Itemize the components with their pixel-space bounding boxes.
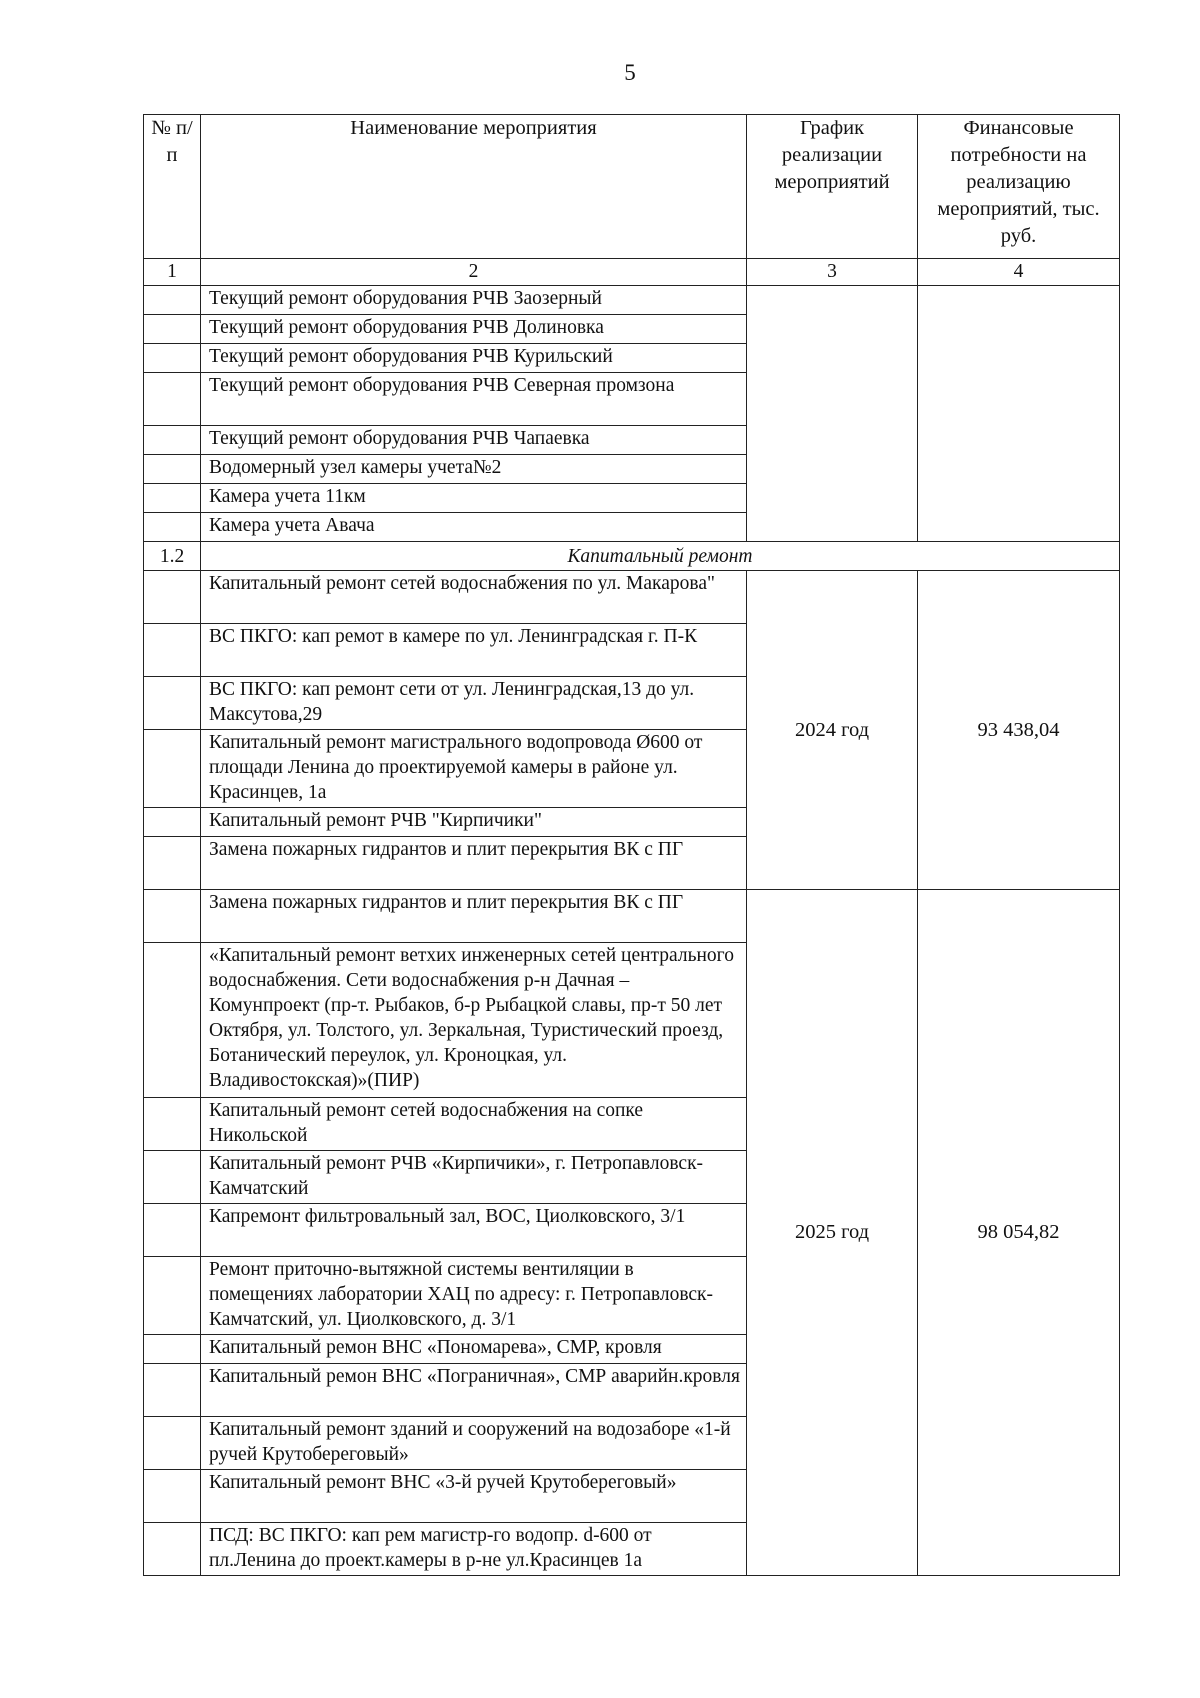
row-num-cell [144, 1204, 201, 1257]
section-row [144, 542, 1120, 571]
measure-name: Капитальный ремонт РЧВ «Кирпичики», г. Петропавловск-Камчатский [201, 1151, 747, 1204]
finance-cell: 98 054,82 [918, 890, 1120, 1576]
measure-name: «Капитальный ремонт ветхих инженерных сетей центрального водоснабжения. Сети водоснабжения р-н Дачная – Комунпроект (пр-т. Рыбаков, б-р Рыбацкой славы, пр-т 50 лет Октября, ул. Толстого, ул. Зеркальная, Туристический проезд, Ботанический переулок, ул. Кроноцкая, ул. Владивостокская)»(ПИР) [201, 943, 747, 1098]
row-num-cell [144, 1417, 201, 1470]
row-num-cell [144, 1335, 201, 1364]
row-num-cell [144, 1098, 201, 1151]
measure-name: Камера учета 11км [201, 484, 747, 513]
measure-name: Камера учета Авача [201, 513, 747, 542]
finance-cell: 93 438,04 [918, 571, 1120, 890]
row-num-cell [144, 571, 201, 624]
measure-name: Капитальный ремон ВНС «Пономарева», СМР, кровля [201, 1335, 747, 1364]
table-row [144, 890, 1120, 943]
header-finance: Финансовые потребности на реализацию мероприятий, тыс. руб. [918, 115, 1120, 259]
column-number-4: 4 [918, 259, 1120, 286]
row-num-cell [144, 1364, 201, 1417]
measure-name: Замена пожарных гидрантов и плит перекрытия ВК с ПГ [201, 837, 747, 890]
row-num-cell [144, 1151, 201, 1204]
table-row [144, 571, 1120, 624]
measure-name: Замена пожарных гидрантов и плит перекрытия ВК с ПГ [201, 890, 747, 943]
measure-name: Капитальный ремонт РЧВ "Кирпичики" [201, 808, 747, 837]
row-num-cell [144, 677, 201, 730]
measure-name: Текущий ремонт оборудования РЧВ Заозерный [201, 286, 747, 315]
schedule-cell [747, 286, 918, 542]
row-num-cell [144, 455, 201, 484]
section-title: Капитальный ремонт [201, 542, 1120, 571]
column-number-2: 2 [201, 259, 747, 286]
finance-cell [918, 286, 1120, 542]
header-num: № п/п [144, 115, 201, 259]
row-num-cell [144, 837, 201, 890]
row-num-cell [144, 344, 201, 373]
row-num-cell [144, 1523, 201, 1576]
row-num-cell [144, 513, 201, 542]
row-num-cell [144, 624, 201, 677]
header-name: Наименование мероприятия [201, 115, 747, 259]
section-num: 1.2 [144, 542, 201, 571]
measure-name: ВС ПКГО: кап ремот в камере по ул. Ленинградская г. П-К [201, 624, 747, 677]
column-number-1: 1 [144, 259, 201, 286]
measures-table [143, 114, 1120, 1576]
measure-name: ПСД: ВС ПКГО: кап рем магистр-го водопр. d-600 от пл.Ленина до проект.камеры в р-не ул.Красинцев 1а [201, 1523, 747, 1576]
measure-name: Капитальный ремонт ВНС «3-й ручей Крутобереговый» [201, 1470, 747, 1523]
measure-name: Текущий ремонт оборудования РЧВ Чапаевка [201, 426, 747, 455]
measure-name: Текущий ремонт оборудования РЧВ Долиновка [201, 315, 747, 344]
measure-name: Текущий ремонт оборудования РЧВ Курильский [201, 344, 747, 373]
measure-name: Ремонт приточно-вытяжной системы вентиляции в помещениях лаборатории ХАЦ по адресу: г. Петропавловск-Камчатский, ул. Циолковского, д. 3/1 [201, 1257, 747, 1335]
row-num-cell [144, 890, 201, 943]
measure-name: Капитальный ремонт сетей водоснабжения по ул. Макарова" [201, 571, 747, 624]
row-num-cell [144, 484, 201, 513]
row-num-cell [144, 943, 201, 1098]
row-num-cell [144, 1470, 201, 1523]
row-num-cell [144, 315, 201, 344]
measure-name: Текущий ремонт оборудования РЧВ Северная промзона [201, 373, 747, 426]
row-num-cell [144, 373, 201, 426]
row-num-cell [144, 730, 201, 808]
schedule-cell: 2024 год [747, 571, 918, 890]
schedule-cell: 2025 год [747, 890, 918, 1576]
measure-name: Капитальный ремонт зданий и сооружений на водозаборе «1-й ручей Крутобереговый» [201, 1417, 747, 1470]
measure-name: Капремонт фильтровальный зал, ВОС, Циолковского, 3/1 [201, 1204, 747, 1257]
measure-name: Капитальный ремонт сетей водоснабжения на сопке Никольской [201, 1098, 747, 1151]
measure-name: Капитальный ремон ВНС «Пограничная», СМР аварийн.кровля [201, 1364, 747, 1417]
measure-name: Водомерный узел камеры учета№2 [201, 455, 747, 484]
measure-name: Капитальный ремонт магистрального водопровода Ø600 от площади Ленина до проектируемой камеры в районе ул. Красинцев, 1а [201, 730, 747, 808]
column-number-3: 3 [747, 259, 918, 286]
column-number-row [144, 259, 1120, 286]
row-num-cell [144, 808, 201, 837]
row-num-cell [144, 426, 201, 455]
row-num-cell [144, 1257, 201, 1335]
measure-name: ВС ПКГО: кап ремонт сети от ул. Ленинградская,13 до ул. Максутова,29 [201, 677, 747, 730]
table-row [144, 286, 1120, 315]
row-num-cell [144, 286, 201, 315]
page-number: 5 [624, 60, 636, 85]
table-header-row [144, 115, 1120, 259]
header-schedule: График реализации мероприятий [747, 115, 918, 259]
